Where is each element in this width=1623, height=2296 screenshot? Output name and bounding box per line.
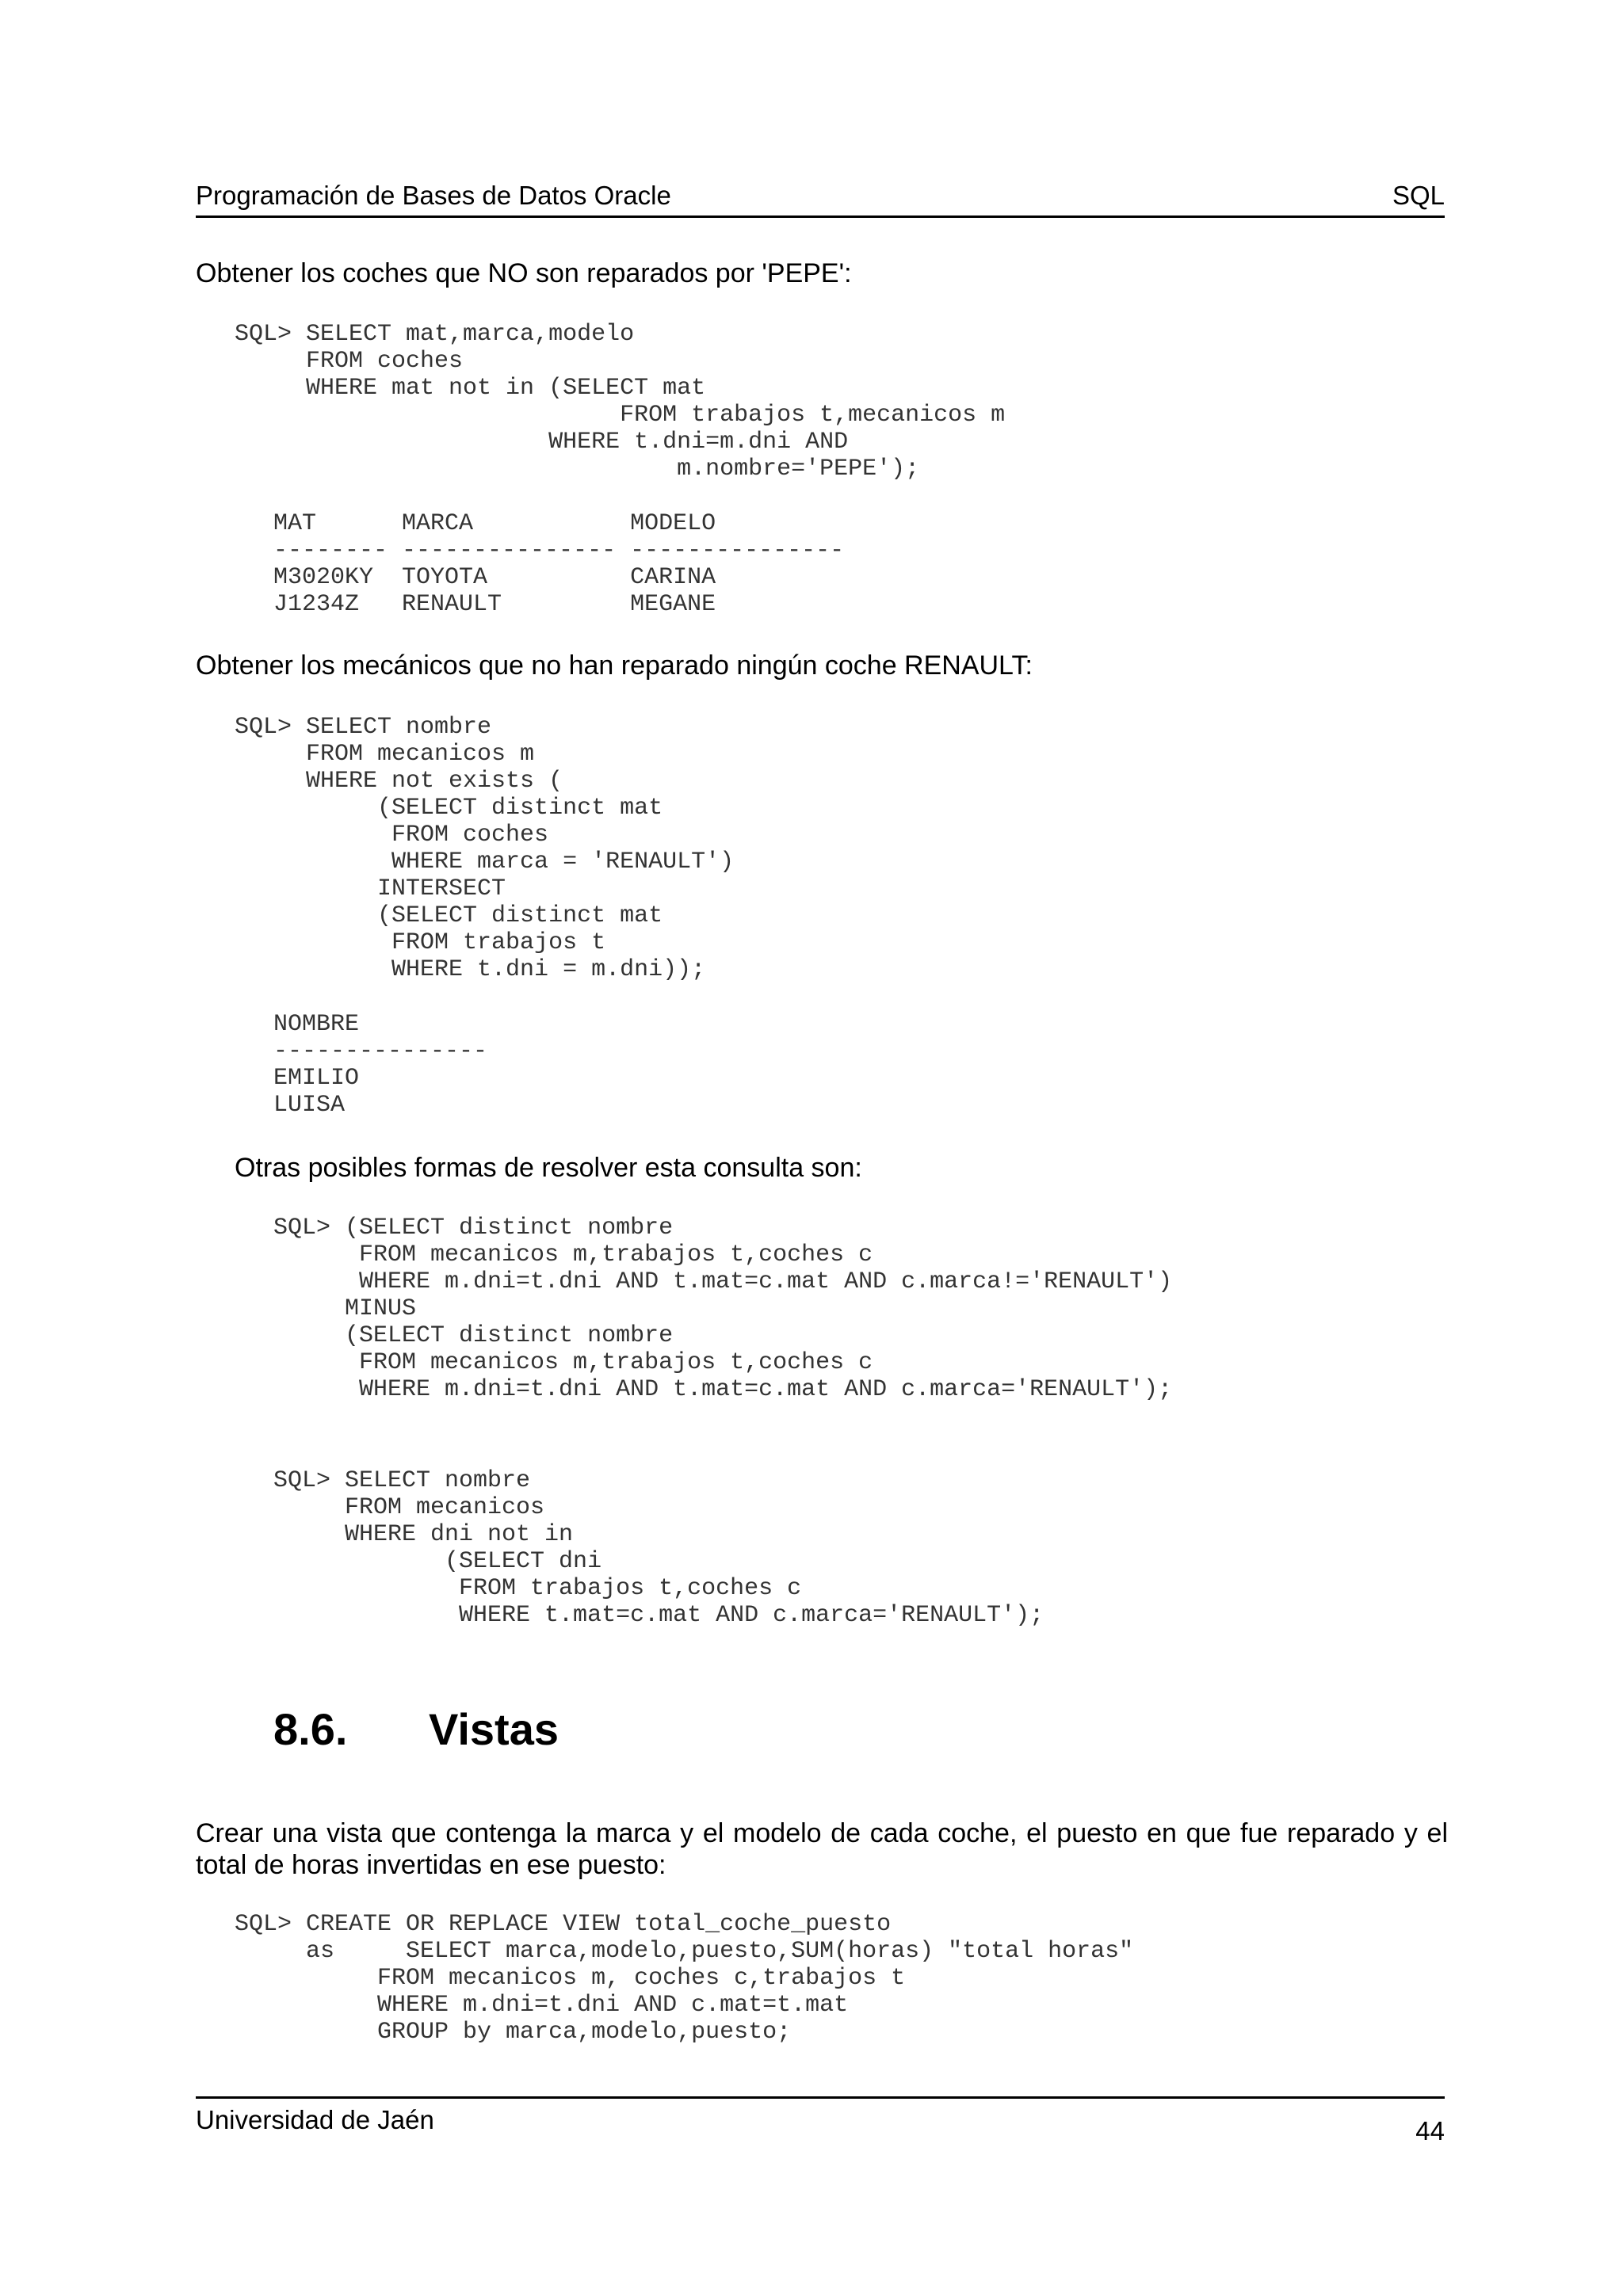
page-footer — [196, 2096, 1445, 2154]
code-query-not-exists: SQL> SELECT nombre FROM mecanicos m WHERE not exists ( (SELECT distinct mat FROM coches WHERE marca = 'RENAULT') INTERSECT (SELECT distinct mat FROM trabajos t WHERE t.dni = m.dni)); — [235, 714, 735, 983]
header-section: SQL — [1392, 181, 1445, 210]
code-output-names: NOMBRE --------------- EMILIO LUISA — [273, 1011, 488, 1119]
code-query-not-pepe: SQL> SELECT mat,marca,modelo FROM coches WHERE mat not in (SELECT mat FROM trabajos t,mecanicos m WHERE t.dni=m.dni AND m.nombre='PEPE'); — [235, 321, 1006, 482]
code-query-not-in: SQL> SELECT nombre FROM mecanicos WHERE dni not in (SELECT dni FROM trabajos t,coches c WHERE t.mat=c.mat AND c.marca='RENAULT'); — [273, 1467, 1044, 1629]
paragraph-not-pepe: Obtener los coches que NO son reparados por 'PEPE': — [196, 258, 852, 288]
code-create-view: SQL> CREATE OR REPLACE VIEW total_coche_puesto as SELECT marca,modelo,puesto,SUM(horas) "total horas" FROM mecanicos m, coches c,trabajos t WHERE m.dni=t.dni AND c.mat=t.mat GROUP by marca,modelo,puesto; — [235, 1911, 1134, 2046]
header-title: Programación de Bases de Datos Oracle — [196, 181, 671, 210]
code-query-minus: SQL> (SELECT distinct nombre FROM mecanicos m,trabajos t,coches c WHERE m.dni=t.dni AND t.mat=c.mat AND c.marca!='RENAULT') MINUS (SELECT distinct nombre FROM mecanicos m,trabajos t,coches c WHERE m.dni=t.dni AND t.mat=c.mat AND c.marca='RENAULT'); — [273, 1215, 1173, 1403]
section-number: 8.6. — [273, 1704, 348, 1754]
section-title: Vistas — [429, 1704, 559, 1754]
paragraph-view: Crear una vista que contenga la marca y el modelo de cada coche, el puesto en que fue reparado y el total de horas invertidas en ese puesto: — [196, 1818, 1448, 1880]
page-number: 44 — [1415, 2116, 1445, 2145]
footer-institution: Universidad de Jaén — [196, 2105, 434, 2134]
code-output-cars: MAT MARCA MODELO -------- --------------- --------------- M3020KY TOYOTA CARINA J1234Z RENAULT MEGANE — [273, 510, 845, 618]
paragraph-alternatives: Otras posibles formas de resolver esta consulta son: — [235, 1153, 862, 1183]
paragraph-no-renault: Obtener los mecánicos que no han reparado ningún coche RENAULT: — [196, 650, 1033, 681]
page-header — [196, 174, 1445, 218]
